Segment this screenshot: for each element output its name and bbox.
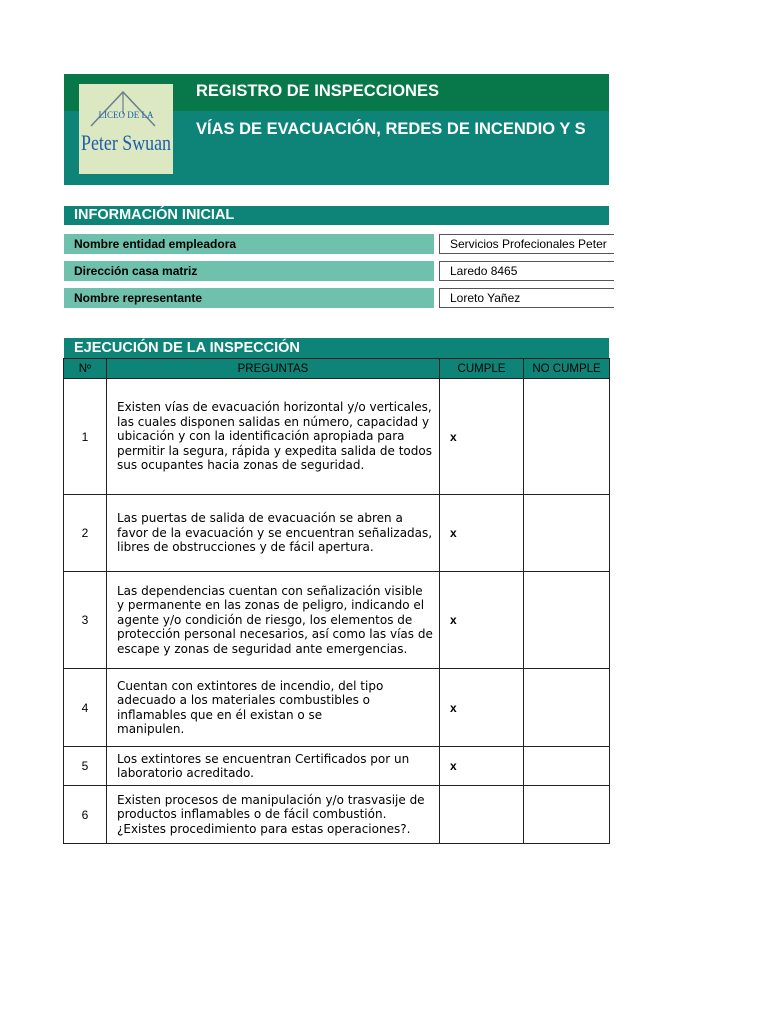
row-cumple-cell[interactable]: x [440,495,524,572]
row-no-cumple-cell[interactable] [524,572,610,669]
row-number: 5 [64,747,107,786]
row-number: 3 [64,572,107,669]
row-no-cumple-cell[interactable] [524,747,610,786]
school-logo [79,84,173,174]
logo-text: Peter Swuan [81,130,171,155]
inspection-table [63,358,610,844]
row-no-cumple-cell[interactable] [524,379,610,495]
table-header-row [64,359,610,379]
row-question: Las puertas de salida de evacuación se abren a favor de la evacuación y se encuentran señalizadas, libres de obstrucciones y de fácil apertura. [107,495,440,572]
table-row [64,572,610,669]
info-section-title: INFORMACIÓN INICIAL [64,206,609,225]
info-label-representante: Nombre representante [64,288,434,308]
document-header [64,74,609,185]
info-value-direccion[interactable]: Laredo 8465 [439,261,614,281]
column-header-no-cumple: NO CUMPLE [524,359,610,379]
row-cumple-cell[interactable]: x [440,669,524,747]
row-number: 2 [64,495,107,572]
row-cumple-cell[interactable]: x [440,572,524,669]
column-header-cumple: CUMPLE [440,359,524,379]
row-question: Los extintores se encuentran Certificados por un laboratorio acreditado. [107,747,440,786]
row-cumple-cell[interactable] [440,786,524,844]
table-row [64,495,610,572]
row-cumple-cell[interactable]: x [440,379,524,495]
info-label-direccion: Dirección casa matriz [64,261,434,281]
row-cumple-cell[interactable]: x [440,747,524,786]
row-number: 6 [64,786,107,844]
page-subtitle: VÍAS DE EVACUACIÓN, REDES DE INCENDIO Y S [196,120,586,138]
table-row [64,669,610,747]
row-question: Existen procesos de manipulación y/o trasvasije de productos inflamables o de fácil combustión. ¿Existes procedimiento para estas operaciones?. [107,786,440,844]
column-header-num: Nº [64,359,107,379]
info-label-entidad: Nombre entidad empleadora [64,234,434,254]
row-question: Existen vías de evacuación horizontal y/o verticales, las cuales disponen salidas en número, capacidad y ubicación y con la identificación apropiada para permitir la segura, rápida y expedita salida de todos sus ocupantes hacia zonas de seguridad. [107,379,440,495]
row-number: 4 [64,669,107,747]
table-row [64,786,610,844]
info-value-representante[interactable]: Loreto Yañez [439,288,614,308]
page-title: REGISTRO DE INSPECCIONES [196,82,439,100]
info-value-entidad[interactable]: Servicios Profecionales Peter [439,234,614,254]
row-no-cumple-cell[interactable] [524,669,610,747]
logo-icon [79,84,173,174]
inspection-section-title: EJECUCIÓN DE LA INSPECCIÓN [64,338,609,358]
table-row [64,747,610,786]
logo-top-text: LICEO DE LA [98,110,154,120]
row-question: Las dependencias cuentan con señalización visible y permanente en las zonas de peligro, indicando el agente y/o condición de riesgo, los elementos de protección personal necesarios, así como las vías de escape y zonas de seguridad ante emergencias. [107,572,440,669]
row-question: Cuentan con extintores de incendio, del tipo adecuado a los materiales combustibles o inflamables que en él existan o se manipulen. [107,669,440,747]
column-header-preguntas: PREGUNTAS [107,359,440,379]
table-row [64,379,610,495]
row-no-cumple-cell[interactable] [524,786,610,844]
row-no-cumple-cell[interactable] [524,495,610,572]
row-number: 1 [64,379,107,495]
